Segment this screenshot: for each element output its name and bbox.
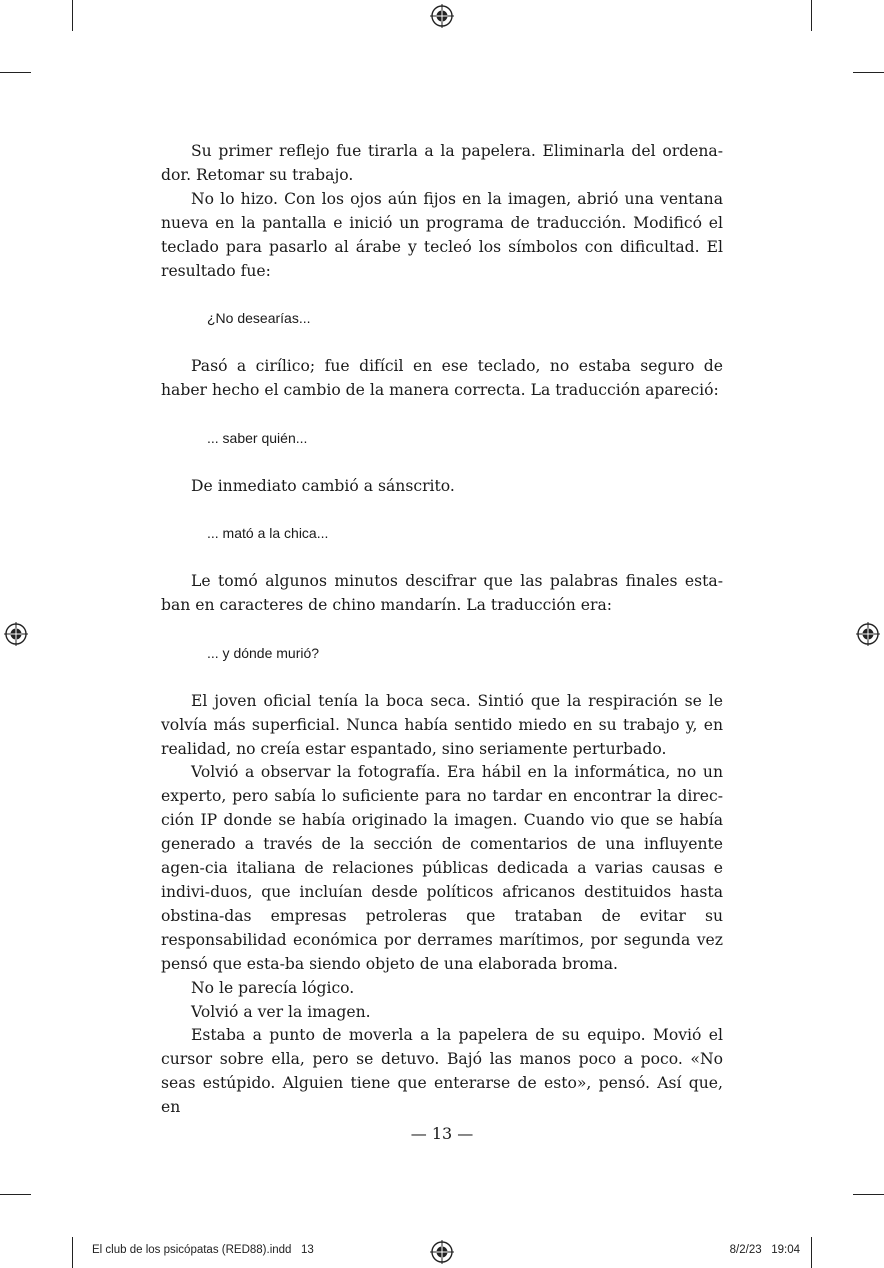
translated-message: ... y dónde murió? xyxy=(207,644,320,661)
paragraph: No le parecía lógico. xyxy=(191,978,355,997)
spacer xyxy=(161,451,723,475)
paragraph: Estaba a punto de moverla a la papelera de su equipo. Movió el cursor sobre ella, pero se detuvo. Bajó las manos poco a poco. «No seas estúpido. Alguien tiene que enterarse de esto», pensó. Así que, en xyxy=(161,1026,723,1117)
crop-mark-bottom-left-h xyxy=(0,1194,31,1195)
crop-mark-top-left-h xyxy=(0,72,31,73)
crop-mark-bottom-left-v xyxy=(72,1237,73,1268)
spacer xyxy=(161,546,723,570)
spacer xyxy=(161,283,723,307)
crop-mark-bottom-right-h xyxy=(853,1194,884,1195)
crop-mark-bottom-right-v xyxy=(811,1237,812,1268)
registration-mark-left-icon xyxy=(4,622,28,646)
slug-file-name: El club de los psicópatas (RED88).indd 13 xyxy=(92,1244,314,1256)
paragraph: Volvió a observar la fotografía. Era hábil en la informática, no un experto, pero sabía lo suficiente para no tardar en encontrar la direc-ción IP donde se había originado la imagen. Cuando vio que se había generado a través de la sección de comentarios de una influyente agen-cia italiana de relaciones públicas dedicada a varias causas e indivi-duos, que incluían desde políticos africanos destituidos hasta obstina-das empresas petroleras que trataban de evitar su responsabilidad económica por derrames marítimos, por segunda vez pensó que esta-ba siendo objeto de una elaborada broma. xyxy=(161,763,723,973)
page-number: — 13 — xyxy=(410,1124,474,1143)
registration-mark-top-icon xyxy=(430,4,454,28)
spacer xyxy=(161,331,723,355)
translated-message: ... saber quién... xyxy=(207,429,308,446)
spacer xyxy=(161,666,723,690)
slug-date-time: 8/2/23 19:04 xyxy=(729,1244,800,1256)
body-text xyxy=(161,140,723,1120)
registration-mark-right-icon xyxy=(856,622,880,646)
spacer xyxy=(161,403,723,427)
spacer xyxy=(161,499,723,523)
registration-mark-bottom-icon xyxy=(430,1240,454,1264)
paragraph: No lo hizo. Con los ojos aún fijos en la imagen, abrió una ventana nueva en la pantalla e inició un programa de traducción. Modificó el teclado para pasarlo al árabe y tecleó los símbolos con dificultad. El resultado fue: xyxy=(161,189,723,280)
translated-message: ¿No desearías... xyxy=(207,310,311,327)
paragraph: Pasó a cirílico; fue difícil en ese teclado, no estaba seguro de haber hecho el cambio de la manera correcta. La traducción apareció: xyxy=(161,357,723,400)
crop-mark-top-left-v xyxy=(72,0,73,31)
paragraph: El joven oficial tenía la boca seca. Sintió que la respiración se le volvía más superficial. Nunca había sentido miedo en su trabajo y, en realidad, no creía estar espantado, sino seriamente perturbado. xyxy=(161,691,723,758)
translated-message: ... mató a la chica... xyxy=(207,525,329,542)
paragraph: De inmediato cambió a sánscrito. xyxy=(191,476,455,495)
paragraph: Su primer reflejo fue tirarla a la papelera. Eliminarla del ordena-dor. Retomar su trabajo. xyxy=(161,142,723,184)
crop-mark-top-right-h xyxy=(853,72,884,73)
paragraph: Volvió a ver la imagen. xyxy=(191,1002,371,1021)
paragraph: Le tomó algunos minutos descifrar que las palabras finales esta-ban en caracteres de chino mandarín. La traducción era: xyxy=(161,572,723,615)
crop-mark-top-right-v xyxy=(811,0,812,31)
spacer xyxy=(161,618,723,642)
